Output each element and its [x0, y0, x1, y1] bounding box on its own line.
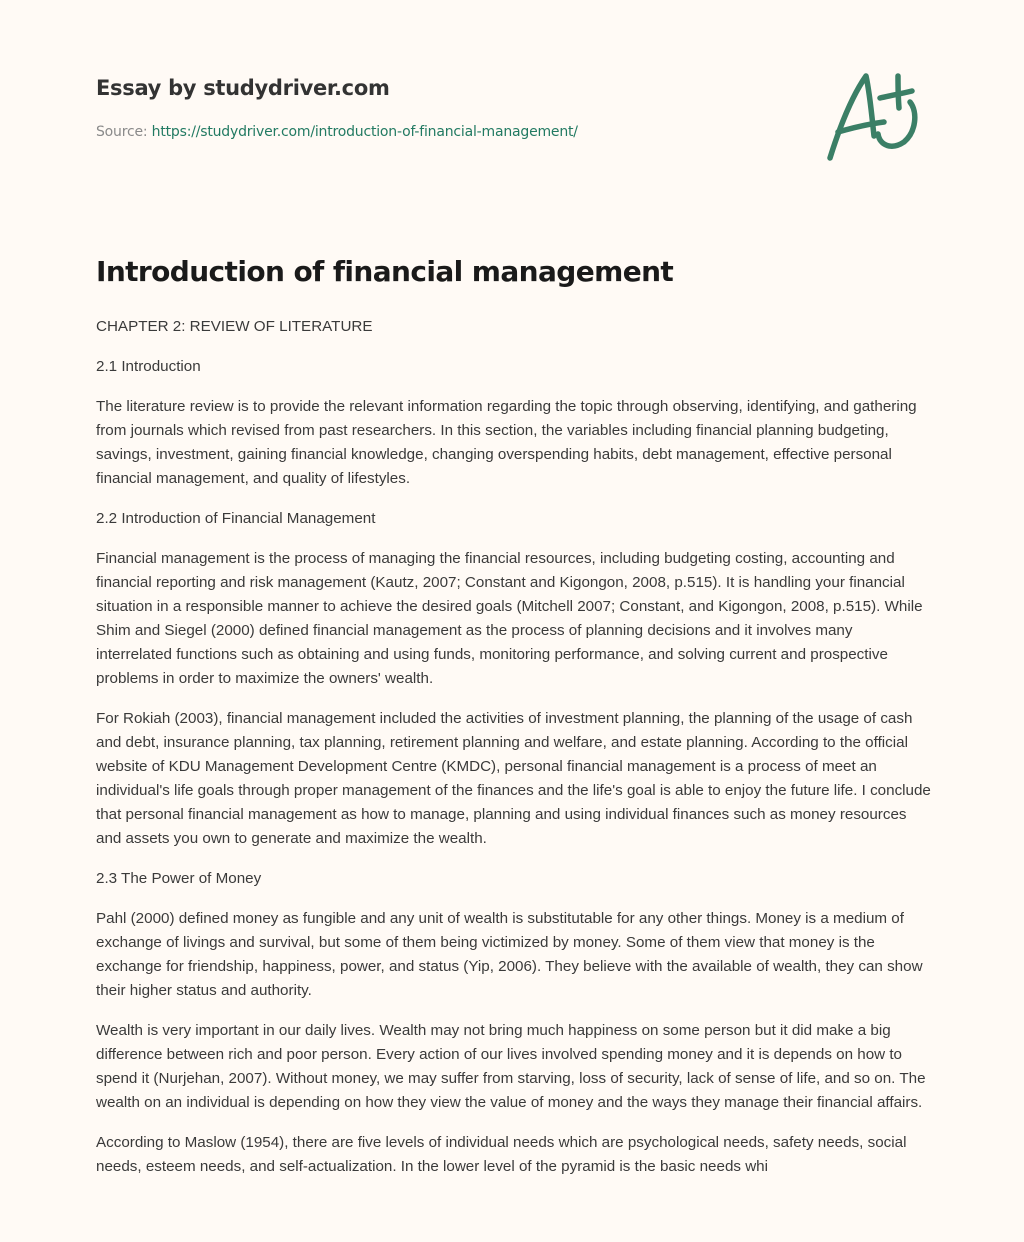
source-line — [96, 124, 578, 140]
chapter-heading: CHAPTER 2: REVIEW OF LITERATURE — [96, 318, 373, 335]
paragraph: For Rokiah (2003), financial management included the activities of investment planning, the planning of the usage of cash and debt, insurance planning, tax planning, retirement planning and welfare, and estate planning. According to the official website of KDU Management Development Centre (KMDC), personal financial management is a process of meet an individual's life goals through proper management of the finances and the life's goal is able to enjoy the future life. I conclude that personal financial management as how to manage, planning and using individual finances such as money resources and assets you own to generate and maximize the wealth. — [96, 710, 931, 847]
essay-body — [96, 315, 932, 1195]
paragraph: According to Maslow (1954), there are five levels of individual needs which are psychological needs, safety needs, social needs, esteem needs, and self-actualization. In the lower level of the pyramid is the basic needs whi — [96, 1134, 907, 1175]
source-link[interactable]: https://studydriver.com/introduction-of-financial-management/ — [151, 124, 578, 140]
paragraph: Wealth is very important in our daily lives. Wealth may not bring much happiness on some person but it did make a big difference between rich and poor person. Every action of our lives involved spending money and it is depends on how to spend it (Nurjehan, 2007). Without money, we may suffer from starving, loss of security, lack of sense of life, and so on. The wealth on an individual is depending on how they view the value of money and the ways they manage their financial affairs. — [96, 1022, 926, 1111]
a-plus-logo-icon — [822, 66, 930, 166]
site-brand: Essay by studydriver.com — [96, 76, 390, 100]
page-title: Introduction of financial management — [96, 255, 674, 288]
source-label: Source: — [96, 124, 152, 140]
section-heading: 2.2 Introduction of Financial Management — [96, 510, 376, 527]
paragraph: The literature review is to provide the relevant information regarding the topic through observing, identifying, and gathering from journals which revised from past researchers. In this section, the variables including financial planning budgeting, savings, investment, gaining financial knowledge, changing overspending habits, debt management, effective personal financial management, and quality of lifestyles. — [96, 398, 917, 487]
section-heading: 2.1 Introduction — [96, 358, 201, 375]
paragraph: Financial management is the process of managing the financial resources, including budgeting costing, accounting and financial reporting and risk management (Kautz, 2007; Constant and Kigongon, 2008, p.515). It is handling your financial situation in a responsible manner to achieve the desired goals (Mitchell 2007; Constant, and Kigongon, 2008, p.515). While Shim and Siegel (2000) defined financial management as the process of planning decisions and it involves many interrelated functions such as obtaining and using funds, monitoring performance, and solving current and prospective problems in order to maximize the owners' wealth. — [96, 550, 923, 687]
paragraph: Pahl (2000) defined money as fungible and any unit of wealth is substitutable for any other things. Money is a medium of exchange of livings and survival, but some of them being victimized by money. Some of them view that money is the exchange for friendship, happiness, power, and status (Yip, 2006). They believe with the available of wealth, they can show their higher status and authority. — [96, 910, 923, 999]
section-heading: 2.3 The Power of Money — [96, 870, 262, 887]
